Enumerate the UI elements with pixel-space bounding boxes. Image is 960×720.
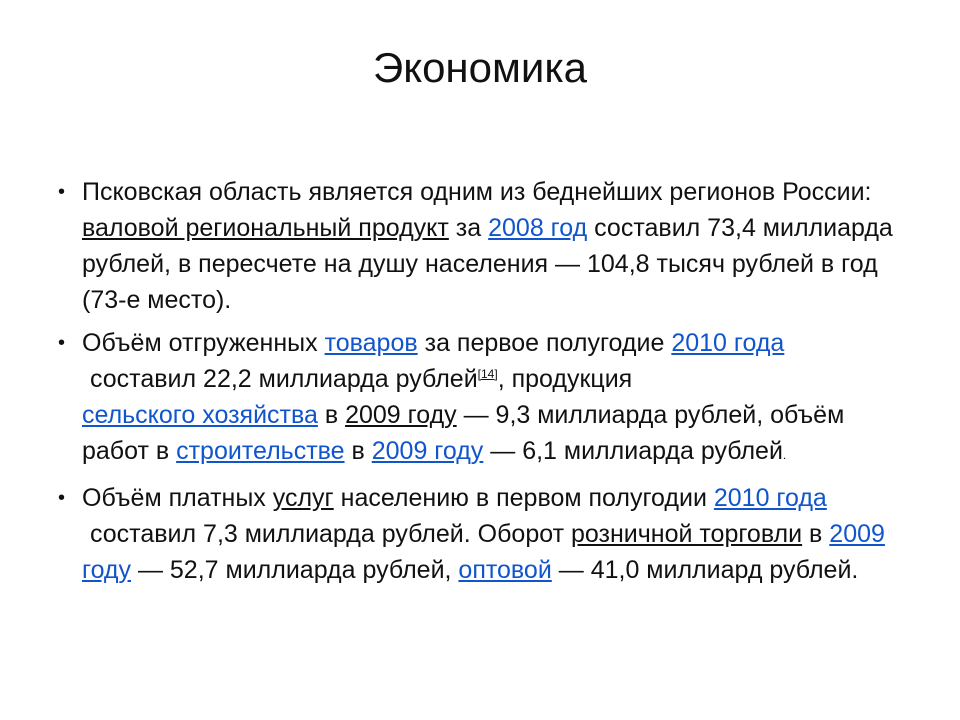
bullet-text: составил 73,4 миллиарда рублей, в пересчете на душу населения — 104,8 тысяч рублей в год (73-е место). xyxy=(82,214,893,314)
end-dot: . xyxy=(782,448,787,462)
bullet-text: Псковская область является одним из беднейших регионов России: xyxy=(82,178,872,206)
grp-link[interactable]: валовой региональный продукт xyxy=(82,214,449,242)
bullet-text: — 41,0 миллиард рублей. xyxy=(551,556,859,584)
bullet-dot-icon: • xyxy=(58,332,66,354)
agriculture-link[interactable]: сельского хозяйства xyxy=(82,401,318,429)
bullet-text: — 52,7 миллиарда рублей, xyxy=(131,556,459,584)
bullet-text: составил 7,3 миллиарда рублей. Оборот xyxy=(90,520,571,548)
bullet-text: в xyxy=(802,520,830,548)
services-link[interactable]: услуг xyxy=(272,484,334,512)
year-2009-link[interactable]: 2009 году xyxy=(345,401,457,429)
bullet-text: — 6,1 миллиарда рублей xyxy=(483,437,783,465)
bullet-text: в xyxy=(344,437,372,465)
goods-link[interactable]: товаров xyxy=(324,329,418,357)
reference-14-link[interactable]: [14] xyxy=(477,367,498,381)
slide-title: Экономика xyxy=(373,44,587,91)
construction-link[interactable]: строительстве xyxy=(176,437,345,465)
bullet-text: Объём платных xyxy=(82,484,273,512)
bullet-text: в xyxy=(317,401,346,429)
bullet-dot-icon: • xyxy=(58,487,66,509)
reference-marker xyxy=(478,367,498,381)
bullet-text: Объём отгруженных xyxy=(82,329,325,357)
bullet-text: за первое полугодие xyxy=(417,329,672,357)
bullet-text: населению в первом полугодии xyxy=(333,484,714,512)
bullet-text: , продукция xyxy=(497,365,633,393)
year-2008-link[interactable]: 2008 год xyxy=(488,214,588,242)
retail-link[interactable]: розничной торговли xyxy=(570,520,803,548)
year-2010-link-2[interactable]: 2010 года xyxy=(713,484,827,512)
slide-content xyxy=(58,174,908,588)
bullet-text: за xyxy=(448,214,489,242)
wholesale-link[interactable]: оптовой xyxy=(458,556,552,584)
bullet-text: составил 22,2 миллиарда рублей xyxy=(90,365,478,393)
year-2010-link[interactable]: 2010 года xyxy=(671,329,785,357)
bullet-item xyxy=(58,480,908,588)
bullet-text: — 9,3 миллиарда рублей, объём работ в xyxy=(82,401,845,465)
year-2009-link-3[interactable]: 2009 году xyxy=(82,520,885,584)
year-2009-link-2[interactable]: 2009 году xyxy=(371,437,484,465)
bullet-dot-icon: • xyxy=(58,181,66,203)
bullet-item xyxy=(58,174,908,318)
bullet-item xyxy=(58,325,908,473)
